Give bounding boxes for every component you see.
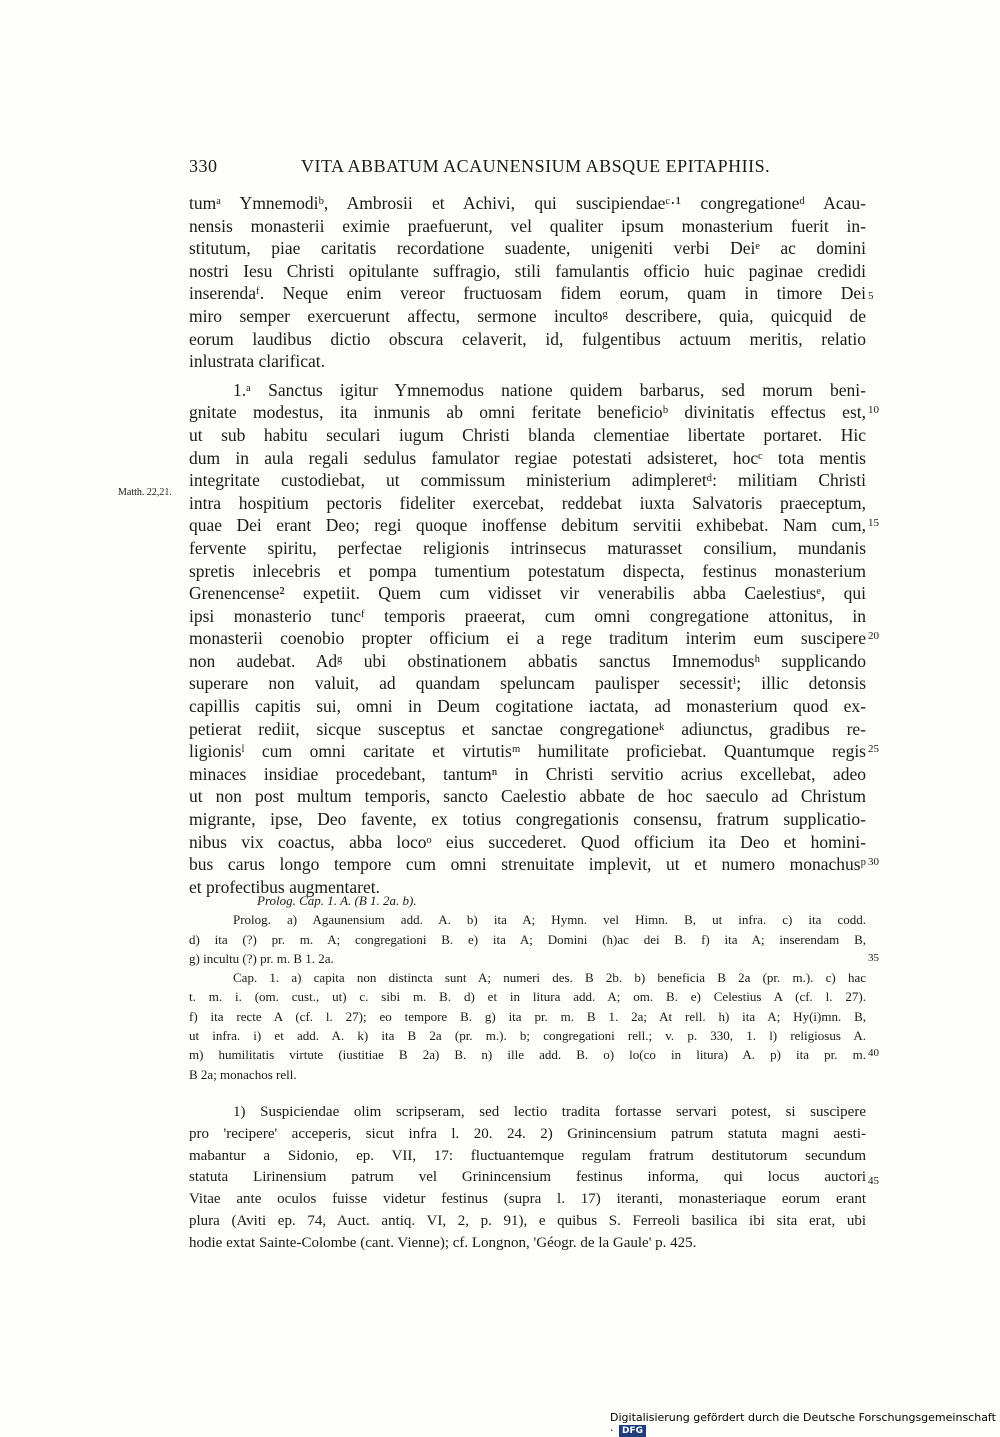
- text-line: ut sub habitu seculari iugum Christi blanda clementiae libertate portaret. Hic: [189, 424, 866, 445]
- footnotes: [189, 1102, 866, 1255]
- critical-apparatus: [189, 891, 866, 1084]
- footnote-line: hodie extat Sainte-Colombe (cant. Vienne); cf. Longnon, 'Géogr. de la Gaule' p. 425.: [189, 1234, 697, 1251]
- footnote-line: 1) Suspiciendae olim scripseram, sed lectio tradita fortasse servari potest, si suscipere: [233, 1104, 866, 1120]
- text-line: inlustrata clarificat.: [189, 351, 326, 372]
- text-line: ligionisˡ cum omni caritate et virtutisᵐ humilitate proficiebat. Quantumque regis: [189, 741, 866, 762]
- running-header: [189, 156, 866, 180]
- text-line: ipsi monasterio tuncᶠ temporis praeerat, cum omni congregatione attonitus, in: [189, 605, 866, 626]
- text-line: gnitate modestus, ita inmunis ab omni feritate beneficioᵇ divinitatis effectus est,: [189, 402, 866, 423]
- text-line: ut non post multum temporis, sancto Caelestio abbate de hoc saeculo ad Christum: [189, 786, 866, 807]
- apparatus-line: m) humilitatis virtute (iustitiae B 2a) B. n) ille add. B. o) lo(co in litura) A. p) ita pr. m.: [189, 1047, 866, 1063]
- line-number: 40: [868, 1047, 879, 1059]
- footnote-line: Vitae ante oculos fuisse videtur festinus (supra l. 17) iteranti, monasteriaque eorum erant: [189, 1191, 866, 1208]
- line-number: 20: [868, 630, 879, 642]
- text-line: tumᵃ Ymnemodiᵇ, Ambrosii et Achivi, qui suscipiendaeᶜ·¹ congregationeᵈ Acau-: [189, 193, 866, 213]
- page-number: 330: [189, 156, 218, 176]
- text-line: 1.ᵃ Sanctus igitur Ymnemodus natione quidem barbarus, sed morum beni-: [233, 379, 866, 400]
- apparatus-line: g) incultu (?) pr. m. B 1. 2a.: [189, 950, 334, 966]
- text-line: nibus vix coactus, abba locoᵒ eius succederet. Quod officium ita Deo et homini-: [189, 831, 866, 852]
- line-number: 45: [868, 1175, 879, 1187]
- text-line: integritate custodiebat, ut commissum ministerium adimpleretᵈ: militiam Christi: [189, 470, 866, 491]
- text-line: fervente spiritu, perfectae religionis intrinsecus maturasset consilium, mundanis: [189, 537, 866, 558]
- apparatus-line: Cap. 1. a) capita non distincta sunt A; numeri des. B 2b. b) beneficia B 2a (pr. m.). c) hac: [233, 970, 866, 986]
- text-line: stitutum, piae caritatis recordatione suadente, unigeniti verbi Deiᵉ ac domini: [189, 238, 866, 259]
- text-line: migrante, ipse, Deo favente, ex totius congregationis consensu, fratrum supplicatio-: [189, 809, 866, 830]
- text-line: eorum laudibus dictio obscura celaverit, id, fulgentibus actuum meritis, relatio: [189, 328, 866, 349]
- apparatus-line: Prolog. Cap. 1. A. (B 1. 2a. b).: [257, 893, 417, 908]
- apparatus-line: Prolog. a) Agaunensium add. A. b) ita A; Hymn. vel Himn. B, ut infra. c) ita codd.: [233, 912, 866, 928]
- text-line: capillis capitis sui, omni in Deum cogitatione iactata, ad monasterium quod ex-: [189, 696, 866, 717]
- text-line: monasterii coenobio propter officium ei a rege traditum interim eum suscipere: [189, 628, 866, 649]
- apparatus-line: t. m. i. (om. cust., ut) c. sibi m. B. d) et in litura add. A; om. B. e) Celestius A (cf. l. 27).: [189, 989, 866, 1005]
- line-number: 35: [868, 952, 879, 964]
- marginal-reference: Matth. 22,21.: [118, 487, 172, 498]
- footnote-line: statuta Lirinensium patrum vel Grinincensium festinus informa, qui locus auctori: [189, 1169, 866, 1186]
- text-line: inserendaᶠ. Neque enim vereor fructuosam fidem eorum, quam in timore Dei: [189, 283, 866, 304]
- apparatus-line: ut infra. i) et add. A. k) ita B 2a (pr. m.). b; congregationi rell.; v. p. 330, 1. l) religiosus A.: [189, 1028, 866, 1044]
- text-line: et profectibus augmentaret.: [189, 876, 380, 897]
- line-number: 25: [868, 743, 879, 755]
- text-line: intra hospitium pectoris fideliter exercebat, reddebat iuxta Salvatoris praeceptum,: [189, 492, 866, 513]
- text-line: non audebat. Adᵍ ubi obstinationem abbatis sanctus Imnemodusʰ supplicando: [189, 650, 866, 671]
- footnote-line: mabantur a Sidonio, ep. VII, 17: fluctuantemque regulam fratrum destitutorum secundum: [189, 1147, 866, 1164]
- text-line: nostri Iesu Christi opitulante suffragio, stili famulantis officio huic paginae credidi: [189, 260, 866, 281]
- text-line: miro semper exercuerunt affectu, sermone incultoᵍ describere, quia, quicquid de: [189, 305, 866, 326]
- text-line: petierat rediit, sicque susceptus et sanctae congregationeᵏ adiunctus, gradibus re-: [189, 718, 866, 739]
- apparatus-line: B 2a; monachos rell.: [189, 1066, 297, 1082]
- text-line: nensis monasterii eximie praefuerunt, vel qualiter ipsum monasterium fuerit in-: [189, 215, 866, 236]
- line-number: 15: [868, 517, 879, 529]
- text-line: spretis inlecebris et pompa tumentium potestatum dispecta, festinus monasterium: [189, 560, 866, 581]
- footnote-line: plura (Aviti ep. 74, Auct. antiq. VI, 2, p. 91), e quibus S. Ferreoli basilica ibi sita erat, ubi: [189, 1212, 866, 1229]
- digitization-credit: [610, 1411, 1000, 1437]
- apparatus-line: d) ita (?) pr. m. A; congregationi B. e) ita A; Domini (h)ac dei B. f) ita A; inserendam B,: [189, 931, 866, 947]
- text-line: minaces insidiae procedebant, tantumⁿ in Christi servitio acrius excellebat, adeo: [189, 763, 866, 784]
- footnote-line: pro 'recipere' acceperis, sicut infra l. 20. 24. 2) Grinincensium patrum statuta magni aesti-: [189, 1125, 866, 1142]
- text-line: Grenencense² expetiit. Quem cum vidisset vir venerabilis abba Caelestiusᵉ, qui: [189, 583, 866, 604]
- apparatus-line: f) ita recte A (cf. l. 27); eo tempore B. g) ita pr. m. B 1. 2a; At rell. h) ita A; Hy(i)mn. B,: [189, 1008, 866, 1024]
- line-number: 30: [868, 856, 879, 868]
- running-title: VITA ABBATUM ACAUNENSIUM ABSQUE EPITAPHIIS.: [301, 156, 771, 176]
- line-number: 5: [868, 290, 874, 302]
- dfg-logo: DFG: [619, 1425, 646, 1437]
- credit-text: Digitalisierung gefördert durch die Deutsche Forschungsgemeinschaft ·: [610, 1411, 996, 1437]
- text-line: dum in aula regali sedulus famulator regiae potestati adsisteret, hocᶜ tota mentis: [189, 447, 866, 468]
- text-line: quae Dei erant Deo; regi quoque inoffense debitum servitii exhibebat. Nam cum,: [189, 515, 866, 536]
- line-number: 10: [868, 404, 879, 416]
- text-line: bus carus longo tempore cum omni strenuitate implevit, ut et numero monachusᵖ: [189, 854, 866, 875]
- text-line: superare non valuit, ad quandam speluncam paulisper secessitⁱ; illic detonsis: [189, 673, 866, 694]
- main-text: [189, 192, 866, 898]
